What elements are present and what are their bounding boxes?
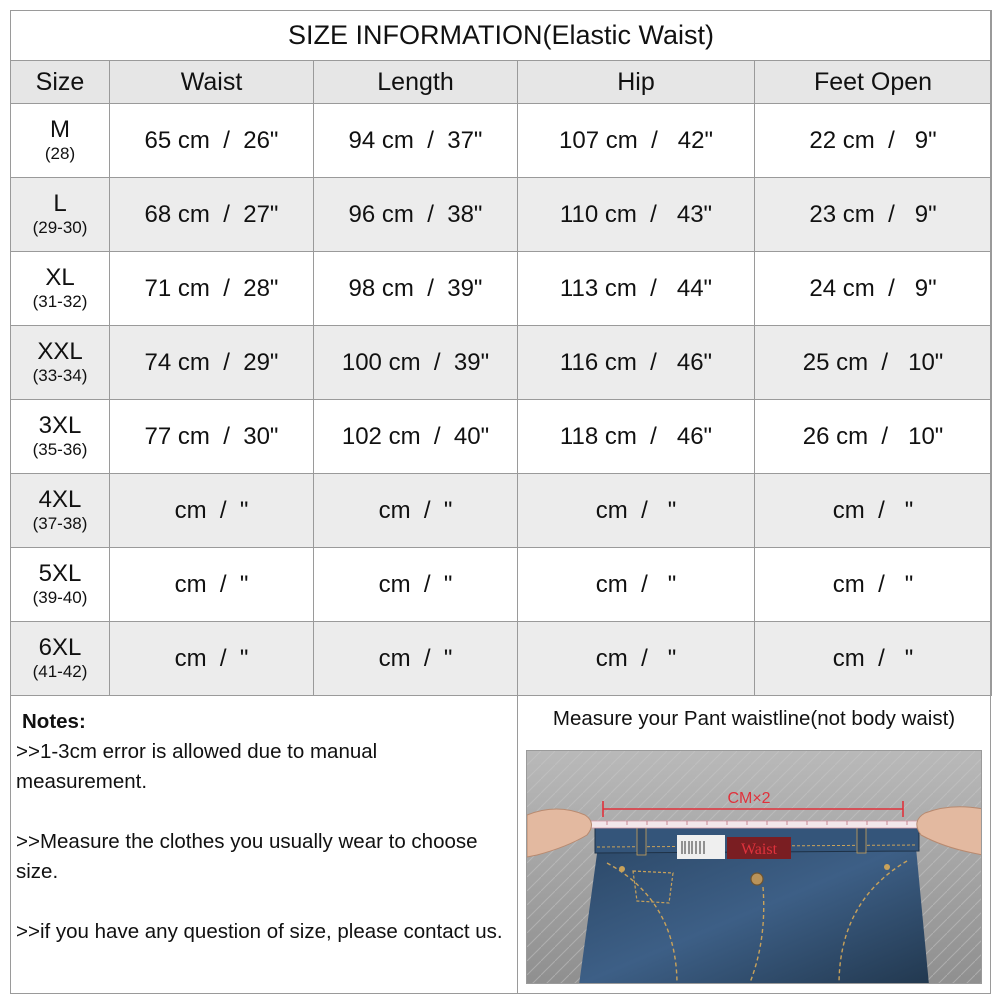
jeans-body [579, 837, 929, 984]
feet-open-value: 22 cm / 9" [755, 104, 992, 178]
header-hip: Hip [518, 61, 755, 104]
barcode-tag [677, 835, 725, 859]
measure-title: Measure your Pant waistline(not body waist) [552, 707, 956, 730]
button-icon [751, 873, 763, 885]
hip-value: 118 cm / 46" [518, 400, 755, 474]
header-length: Length [314, 61, 518, 104]
feet-open-value: 24 cm / 9" [755, 252, 992, 326]
size-range: (33-34) [32, 365, 88, 385]
note-item: >>1-3cm error is allowed due to manual measurement. [16, 740, 378, 793]
notes-title: Notes: [22, 710, 86, 733]
size-range: (39-40) [32, 587, 88, 607]
feet-open-value: 25 cm / 10" [755, 326, 992, 400]
length-value: 102 cm / 40" [314, 400, 518, 474]
header-size: Size [11, 61, 110, 104]
notes-panel [11, 697, 516, 993]
size-range: (37-38) [32, 513, 88, 533]
panel-divider [517, 696, 518, 994]
header-waist: Waist [110, 61, 314, 104]
waist-value: 65 cm / 26" [110, 104, 314, 178]
hip-value: 107 cm / 42" [518, 104, 755, 178]
hip-value: 113 cm / 44" [518, 252, 755, 326]
size-range: (28) [44, 143, 76, 163]
size-label: 4XL [38, 485, 82, 513]
size-range: (31-32) [32, 291, 88, 311]
size-label: XL [45, 263, 75, 291]
hip-value: cm / " [518, 548, 755, 622]
note-item: >>Measure the clothes you usually wear to choose size. [16, 830, 478, 883]
length-value: 94 cm / 37" [314, 104, 518, 178]
length-value: cm / " [314, 622, 518, 696]
size-range: (41-42) [32, 661, 88, 681]
waist-value: cm / " [110, 474, 314, 548]
length-value: 98 cm / 39" [314, 252, 518, 326]
waist-label: Waist [740, 841, 778, 858]
size-label: 5XL [38, 559, 82, 587]
feet-open-value: cm / " [755, 622, 992, 696]
size-label: 3XL [38, 411, 82, 439]
chart-title: SIZE INFORMATION(Elastic Waist) [11, 11, 992, 61]
hip-value: 116 cm / 46" [518, 326, 755, 400]
feet-open-value: cm / " [755, 474, 992, 548]
waist-value: cm / " [110, 548, 314, 622]
hip-value: cm / " [518, 474, 755, 548]
waist-value: 74 cm / 29" [110, 326, 314, 400]
feet-open-value: cm / " [755, 548, 992, 622]
waist-value: 71 cm / 28" [110, 252, 314, 326]
measure-photo [526, 750, 982, 984]
cm-times-two-label: CM×2 [727, 790, 771, 807]
size-range: (35-36) [32, 439, 88, 459]
hip-value: 110 cm / 43" [518, 178, 755, 252]
length-value: cm / " [314, 474, 518, 548]
jeans-illustration [527, 751, 982, 984]
feet-open-value: 26 cm / 10" [755, 400, 992, 474]
hip-value: cm / " [518, 622, 755, 696]
size-range: (29-30) [32, 217, 88, 237]
tape-measure [567, 821, 945, 828]
waist-value: 77 cm / 30" [110, 400, 314, 474]
size-label: M [50, 115, 70, 143]
length-value: cm / " [314, 548, 518, 622]
waist-value: 68 cm / 27" [110, 178, 314, 252]
length-value: 100 cm / 39" [314, 326, 518, 400]
size-label: L [53, 189, 67, 217]
size-label: 6XL [38, 633, 82, 661]
waist-value: cm / " [110, 622, 314, 696]
length-value: 96 cm / 38" [314, 178, 518, 252]
note-item: >>if you have any question of size, please contact us. [16, 920, 503, 943]
header-feet-open: Feet Open [755, 61, 992, 104]
size-label: XXL [37, 337, 83, 365]
feet-open-value: 23 cm / 9" [755, 178, 992, 252]
